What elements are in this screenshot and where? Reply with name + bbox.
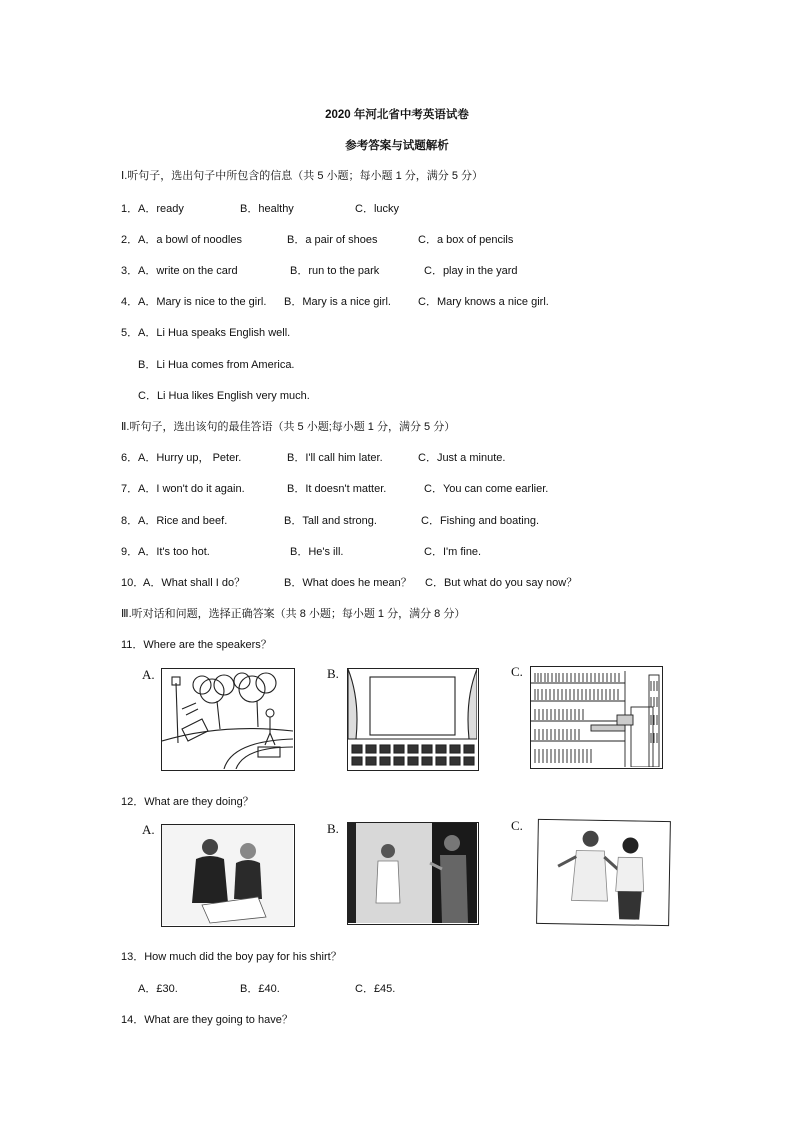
option-a: A．write on the card [138, 265, 238, 277]
option-c: C．Just a minute. [418, 452, 506, 464]
option-a: A．Mary is nice to the girl. [138, 296, 267, 308]
picture-label-b: B. [327, 821, 339, 836]
photo-people-talking [161, 824, 295, 927]
section-2-heading: Ⅱ.听句子，选出该句的最佳答语（共 5 小题;每小题 1 分，满分 5 分） [121, 421, 456, 433]
picture-label-b: B. [327, 666, 339, 681]
photo-b-illustration [348, 823, 477, 923]
library-picture [530, 666, 663, 769]
photo-people-argue-doorway [347, 822, 479, 925]
option-c: C．You can come earlier. [424, 483, 549, 495]
option-a: A．Li Hua speaks English well. [138, 327, 291, 339]
option-a: A．a bowl of noodles [138, 234, 242, 246]
option-a: A．What shall I do？ [143, 577, 246, 589]
question-number: 6． [121, 452, 139, 464]
option-b: B．healthy [240, 203, 294, 215]
question-number: 2． [121, 234, 139, 246]
picture-label-c: C. [511, 818, 523, 833]
section-1-heading: Ⅰ.听句子，选出句子中所包含的信息（共 5 小题；每小题 1 分，满分 5 分） [121, 170, 483, 182]
section-3-heading: Ⅲ.听对话和问题，选择正确答案（共 8 小题；每小题 1 分，满分 8 分） [121, 608, 466, 620]
option-b: B．Li Hua comes from America. [138, 359, 295, 371]
option-c: C．play in the yard [424, 265, 518, 277]
question-13: 13．How much did the boy pay for his shirt？ [121, 951, 342, 963]
park-illustration [162, 669, 293, 769]
option-b: B．a pair of shoes [287, 234, 378, 246]
photo-a-illustration [162, 825, 293, 925]
option-c: C．Fishing and boating. [421, 515, 540, 527]
question-number: 3． [121, 265, 139, 277]
question-12: 12．What are they doing？ [121, 796, 254, 808]
question-number: 10． [121, 577, 145, 589]
option-b: B．It doesn't matter. [287, 483, 387, 495]
question-14: 14．What are they going to have？ [121, 1014, 293, 1026]
picture-label-c: C. [511, 664, 523, 679]
park-picture [161, 668, 295, 771]
option-c: C．I'm fine. [424, 546, 482, 558]
cinema-picture [347, 668, 479, 771]
option-a: A．Rice and beef. [138, 515, 228, 527]
question-11: 11．Where are the speakers？ [121, 639, 272, 651]
option-c: C．a box of pencils [418, 234, 514, 246]
cinema-illustration [348, 669, 477, 769]
question-number: 4． [121, 296, 139, 308]
option-b: B．I'll call him later. [287, 452, 383, 464]
option-b: B．£40. [240, 983, 280, 995]
question-number: 9． [121, 546, 139, 558]
page-title: 2020 年河北省中考英语试卷 [325, 109, 469, 121]
page-subtitle: 参考答案与试题解析 [345, 140, 449, 152]
picture-label-a: A. [142, 667, 155, 682]
photo-people-arguing [536, 819, 671, 926]
option-c: C．Mary knows a nice girl. [418, 296, 549, 308]
option-a: A．£30. [138, 983, 178, 995]
option-c: C．Li Hua likes English very much. [138, 390, 310, 402]
option-a: A．ready [138, 203, 184, 215]
option-a: A．Hurry up， Peter. [138, 452, 242, 464]
question-number: 5． [121, 327, 139, 339]
option-b: B．Mary is a nice girl. [284, 296, 391, 308]
picture-label-a: A. [142, 822, 155, 837]
option-b: B．He's ill. [290, 546, 344, 558]
question-number: 7． [121, 483, 139, 495]
option-c: C．£45. [355, 983, 396, 995]
option-b: B．What does he mean？ [284, 577, 412, 589]
library-illustration [531, 667, 661, 767]
option-a: A．It's too hot. [138, 546, 210, 558]
question-number: 1． [121, 203, 139, 215]
option-a: A．I won't do it again. [138, 483, 245, 495]
option-b: B．Tall and strong. [284, 515, 377, 527]
photo-c-illustration [537, 820, 669, 924]
option-c: C．But what do you say now？ [425, 577, 578, 589]
option-c: C．lucky [355, 203, 400, 215]
question-number: 8． [121, 515, 139, 527]
option-b: B．run to the park [290, 265, 380, 277]
